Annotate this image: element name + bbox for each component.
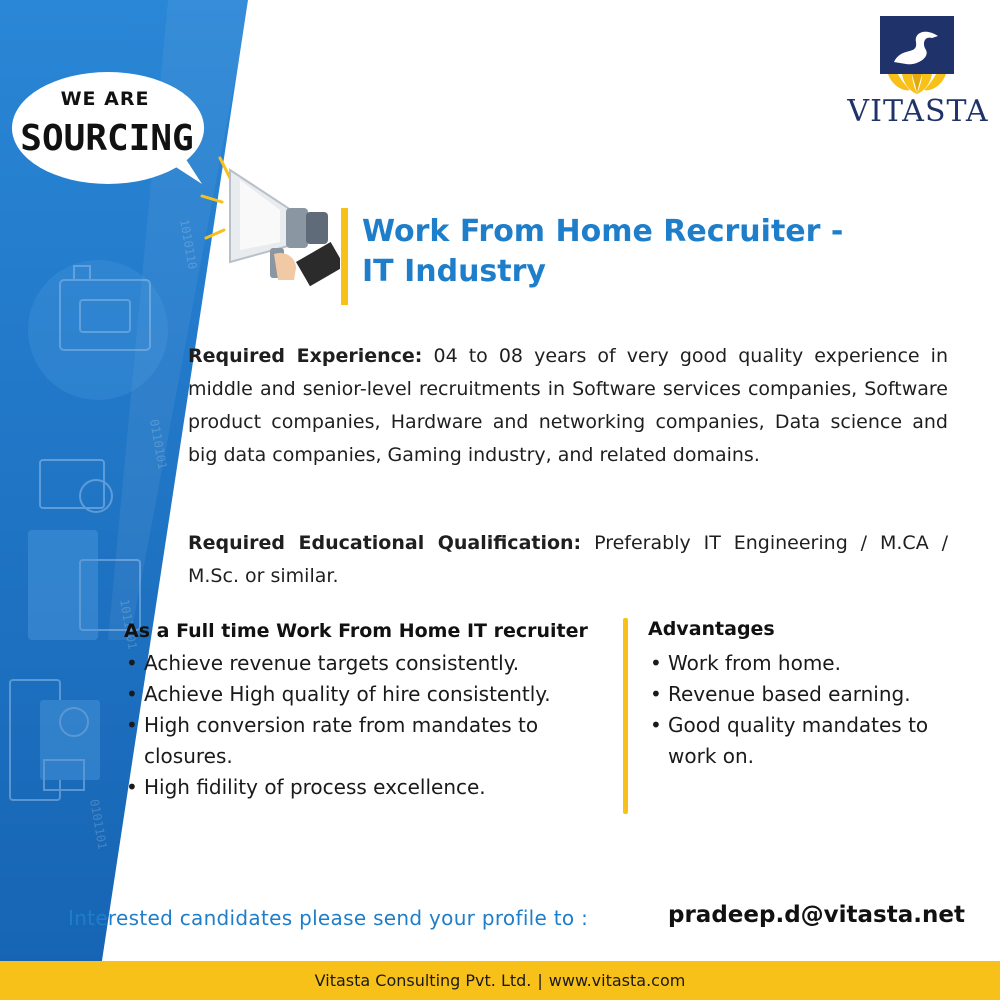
responsibilities-heading: As a Full time Work From Home IT recruiter [124, 620, 588, 642]
list-item: • Achieve revenue targets consistently. [124, 648, 624, 679]
responsibilities-list [124, 648, 624, 803]
advantages-list [648, 648, 978, 772]
svg-text:0101101: 0101101 [87, 798, 110, 851]
badge-line-2: SOURCING [20, 118, 194, 159]
experience-label: Required Experience: [188, 345, 423, 367]
title-line-1: Work From Home Recruiter - [362, 214, 844, 249]
logo-wordmark: VITASTA [847, 94, 989, 129]
experience-text: 04 to 08 years of very good quality experience in middle and senior-level recruitments in Software services companies, Software product companies, Hardware and networking companies, Data science and big data companies, Gaming industry, and related domains. [188, 345, 948, 466]
title-line-2: IT Industry [362, 254, 546, 289]
footer-website-link[interactable]: www.vitasta.com [548, 971, 686, 990]
list-item: • Achieve High quality of hire consistently. [124, 679, 624, 710]
svg-text:1011001: 1011001 [117, 598, 140, 651]
column-divider [623, 618, 628, 814]
education-paragraph [188, 527, 948, 593]
list-item: • Work from home. [648, 648, 978, 679]
svg-text:1010110: 1010110 [177, 218, 200, 271]
title-accent-bar [341, 208, 348, 305]
list-item: • High fidility of process excellence. [124, 772, 624, 803]
list-item: • Good quality mandates to work on. [648, 710, 978, 772]
education-text: Preferably IT Engineering / M.CA / M.Sc. or similar. [188, 532, 949, 587]
megaphone-icon [200, 150, 340, 300]
footer-separator: | [537, 971, 543, 990]
svg-text:0110101: 0110101 [147, 418, 170, 471]
list-item: • High conversion rate from mandates to closures. [124, 710, 624, 772]
footer-company: Vitasta Consulting Pvt. Ltd. [314, 971, 532, 990]
advantages-heading: Advantages [648, 618, 775, 640]
contact-label: Interested candidates please send your profile to : [68, 906, 589, 930]
experience-paragraph [188, 340, 948, 472]
education-label: Required Educational Qualification: [188, 532, 582, 554]
page-title [362, 212, 962, 292]
list-item: • Revenue based earning. [648, 679, 978, 710]
footer-bar [0, 961, 1000, 1000]
badge-line-1: WE ARE [60, 88, 150, 110]
contact-email-link[interactable]: pradeep.d@vitasta.net [668, 902, 965, 928]
